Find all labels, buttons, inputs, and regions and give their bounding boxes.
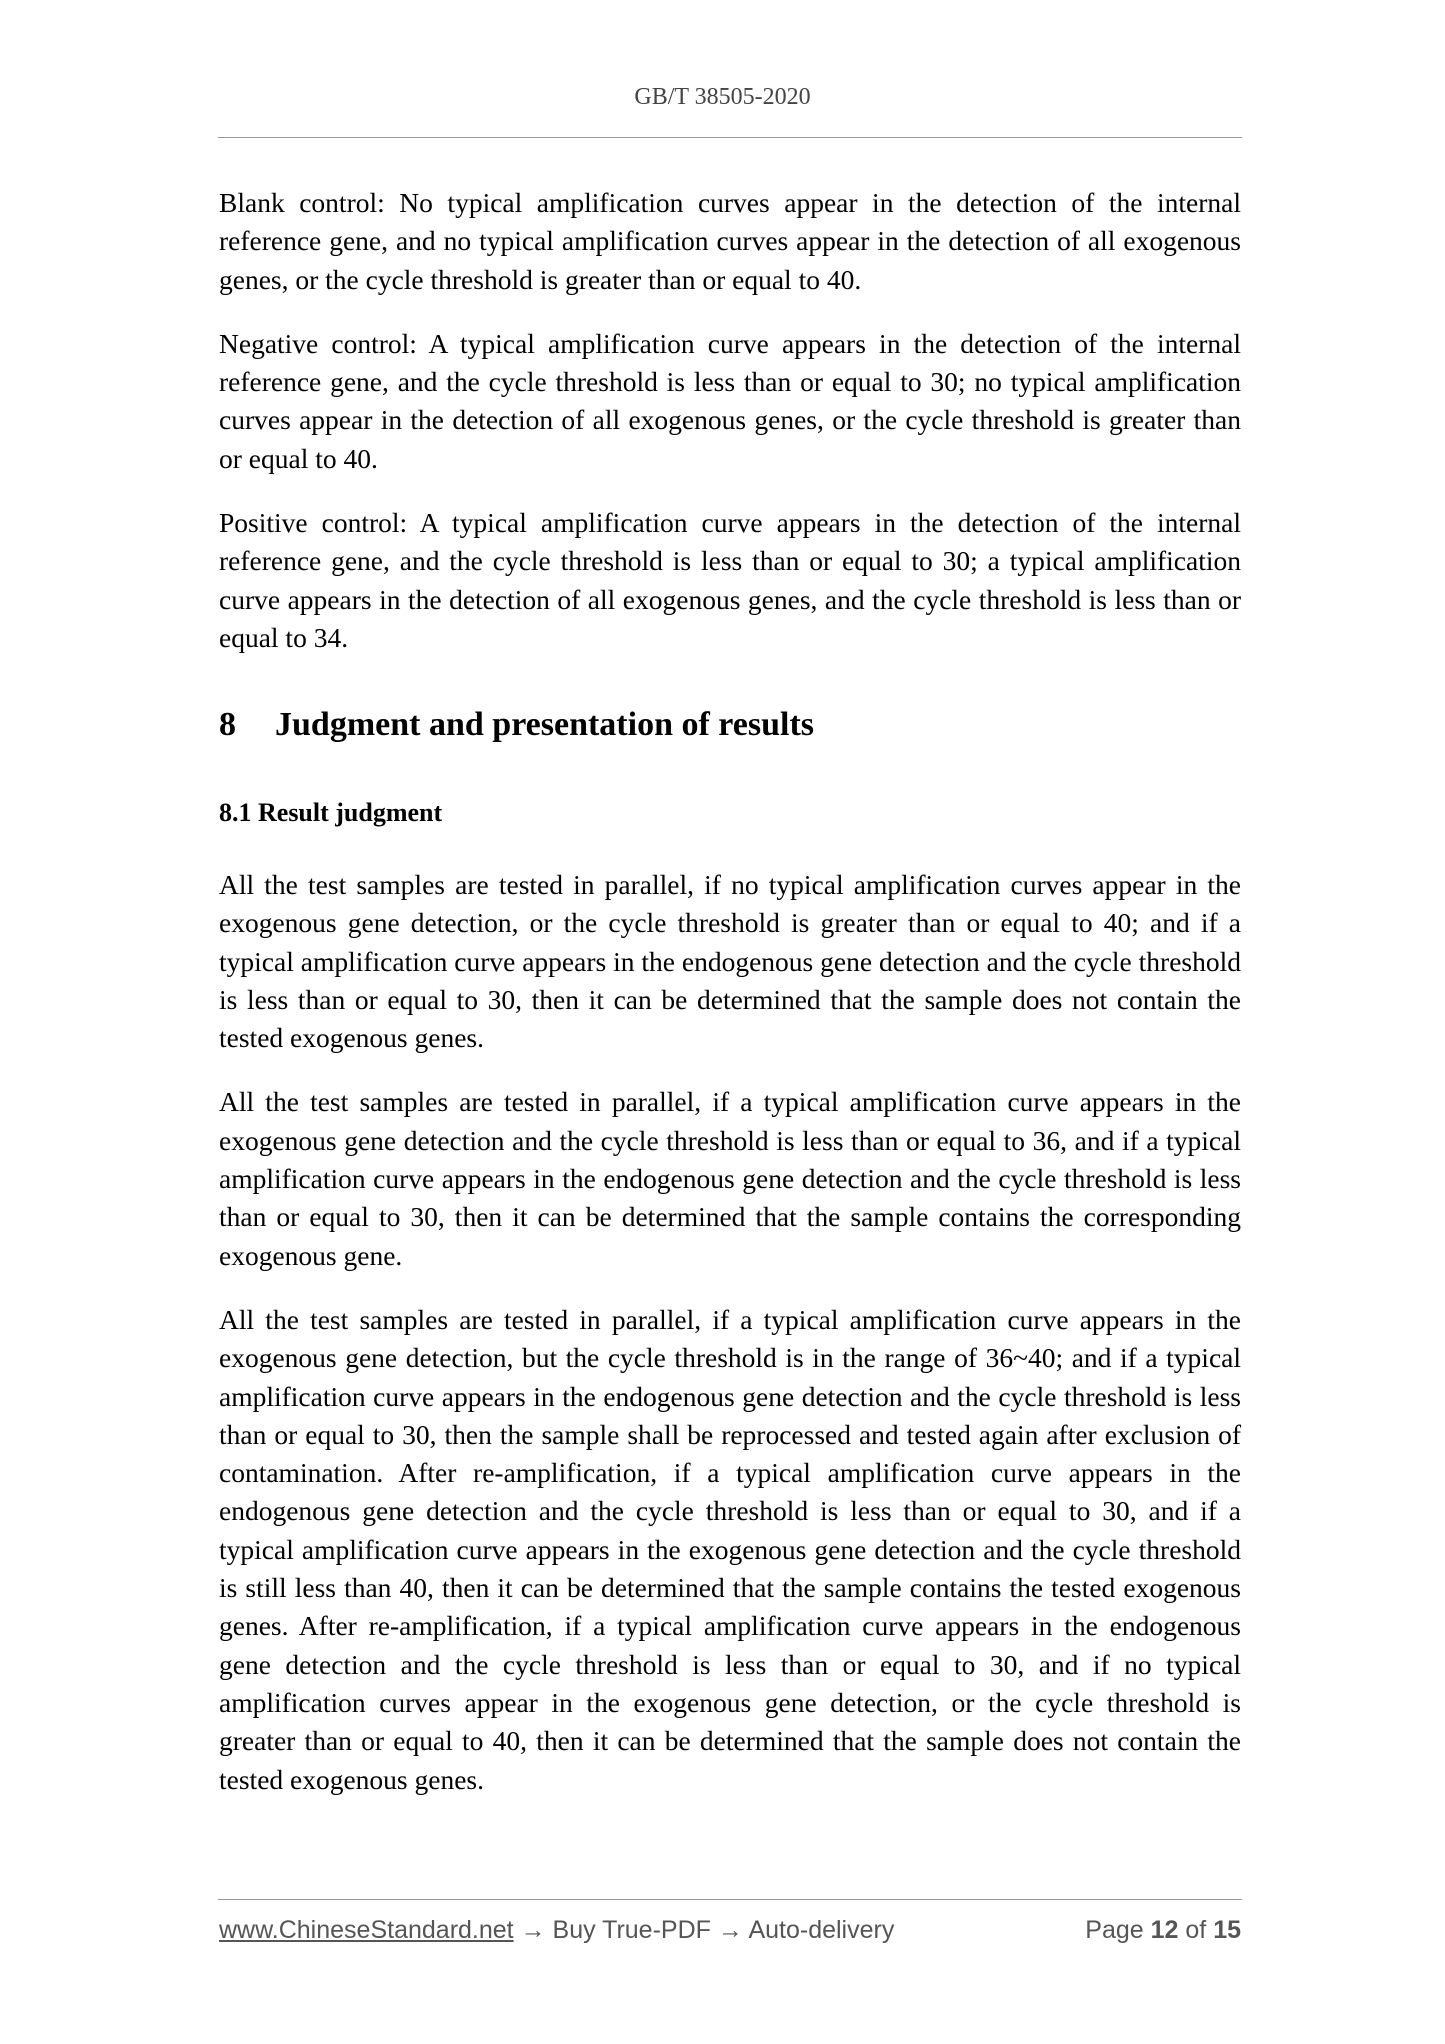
judgment-paragraph-1: All the test samples are tested in parallel, if no typical amplification curves appear in the exogenous gene detection, or the cycle threshold is greater than or equal to 40; and if a typical amplification curve appears in the endogenous gene detection and the cycle threshold is less than or equal to 30, then it can be determined that the sample does not contain the tested exogenous genes. — [219, 869, 1241, 1054]
negative-control-paragraph: Negative control: A typical amplification curve appears in the detection of the internal reference gene, and the cycle threshold is less than or equal to 30; no typical amplification curves appear in the detection of all exogenous genes, or the cycle threshold is greater than or equal to 40. — [219, 327, 1241, 474]
buy-true-pdf-text: Buy True-PDF — [552, 1916, 711, 1944]
footer-promo — [219, 1916, 894, 1945]
section-8-heading — [219, 706, 814, 744]
subsection-8-1-heading: 8.1 Result judgment — [219, 798, 443, 827]
page-footer — [219, 1916, 1241, 1945]
page-number — [1085, 1916, 1241, 1945]
controls-section — [219, 184, 1241, 657]
auto-delivery-text: Auto-delivery — [748, 1916, 895, 1944]
section-number: 8 — [219, 706, 236, 743]
chinesestandard-link[interactable]: www.ChineseStandard.net — [219, 1916, 514, 1944]
page-label: Page — [1085, 1916, 1144, 1944]
result-judgment-body — [219, 866, 1241, 1799]
header-divider — [218, 137, 1242, 138]
page-of-label: of — [1185, 1916, 1207, 1944]
judgment-paragraph-2: All the test samples are tested in parallel, if a typical amplification curve appears in the exogenous gene detection and the cycle threshold is less than or equal to 36, and if a typical amplification curve appears in the endogenous gene detection and the cycle threshold is less than or equal to 30, then it can be determined that the sample contains the corresponding exogenous gene. — [219, 1086, 1241, 1271]
section-title: Judgment and presentation of results — [275, 706, 815, 743]
positive-control-paragraph: Positive control: A typical amplification curve appears in the detection of the internal reference gene, and the cycle threshold is less than or equal to 30; a typical amplification curve appears in the detection of all exogenous genes, and the cycle threshold is less than or equal to 34. — [219, 507, 1241, 653]
page-current: 12 — [1150, 1916, 1179, 1944]
arrow-right-icon: → — [520, 1916, 546, 1944]
page-total: 15 — [1213, 1916, 1241, 1944]
document-code-header: GB/T 38505-2020 — [634, 84, 811, 110]
footer-divider — [218, 1899, 1242, 1900]
judgment-paragraph-3: All the test samples are tested in parallel, if a typical amplification curve appears in the exogenous gene detection, but the cycle threshold is in the range of 36~40; and if a typical amplification curve appears in the endogenous gene detection and the cycle threshold is less than or equal to 30, then the sample shall be reprocessed and tested again after exclusion of contamination. After re-amplification, if a typical amplification curve appears in the endogenous gene detection and the cycle threshold is less than or equal to 30, and if a typical amplification curve appears in the exogenous gene detection and the cycle threshold is still less than 40, then it can be determined that the sample contains the tested exogenous genes. After re-amplification, if a typical amplification curve appears in the endogenous gene detection and the cycle threshold is less than or equal to 30, and if no typical amplification curves appear in the exogenous gene detection, or the cycle threshold is greater than or equal to 40, then it can be determined that the sample does not contain the tested exogenous genes. — [219, 1303, 1241, 1795]
arrow-right-icon: → — [717, 1916, 743, 1944]
blank-control-paragraph: Blank control: No typical amplification curves appear in the detection of the internal reference gene, and no typical amplification curves appear in the detection of all exogenous genes, or the cycle threshold is greater than or equal to 40. — [219, 187, 1241, 295]
